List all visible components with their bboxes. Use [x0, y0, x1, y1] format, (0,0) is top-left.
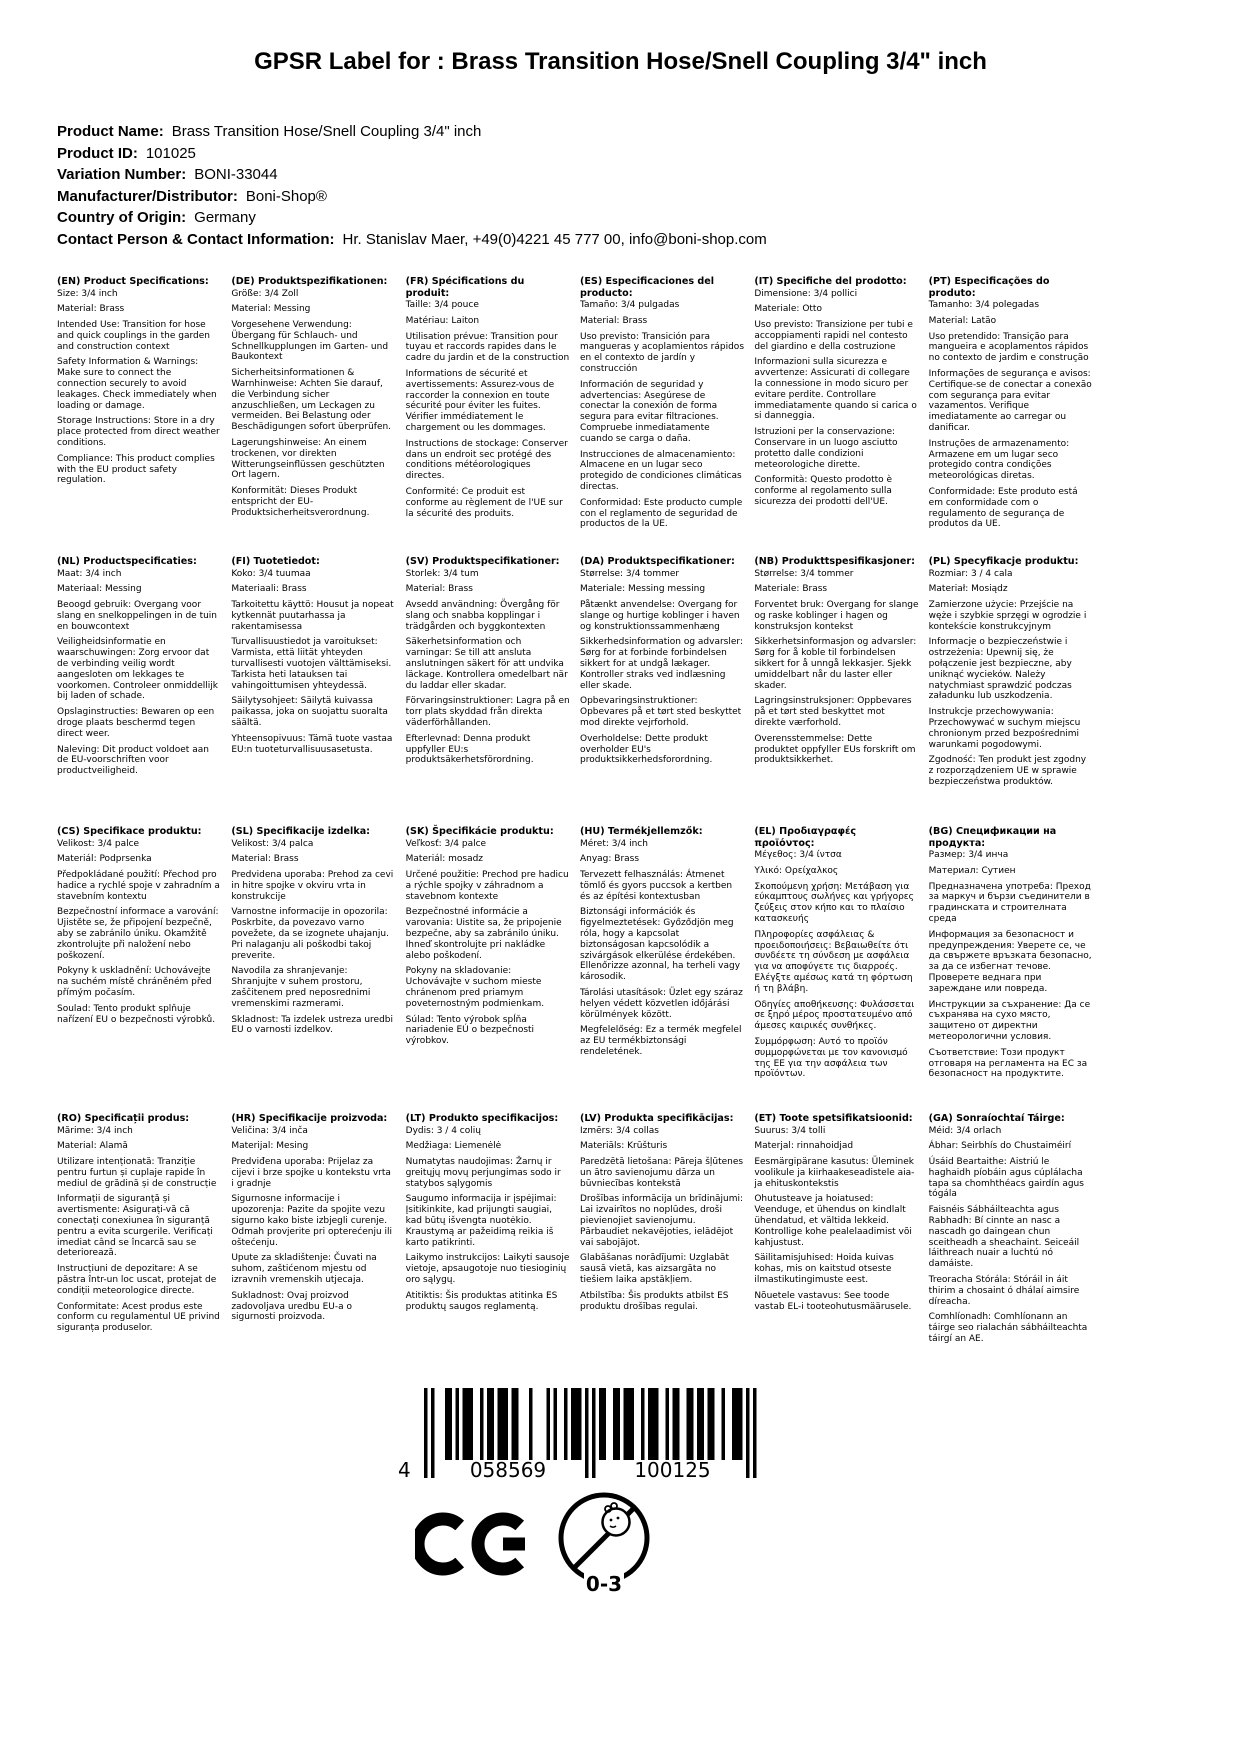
spec-block-el	[754, 826, 918, 1113]
spec-paragraph: Instruções de armazenamento: Armazene em um lugar seco protegido contra condições meteorológicas diretas.	[928, 438, 1070, 482]
spec-paragraph: Taille: 3/4 pouce	[405, 300, 479, 310]
spec-paragraph: Informations de sécurité et avertissements: Assurez-vous de raccorder la connexion en toute sécurité pour éviter les fuites. Vérifier immédiatement le chargement ou les dommages.	[405, 368, 555, 433]
spec-paragraph: Sigurnosne informacije i upozorenja: Pazite da spojite vezu sigurno kako biste izbjegli curenje. Odmah provjerite pri opterećenju ili oštećenju.	[231, 1194, 393, 1248]
info-value: Brass Transition Hose/Snell Coupling 3/4" inch	[171, 123, 482, 140]
spec-paragraph: Размер: 3/4 инча	[928, 850, 1009, 860]
spec-block-header: (CS) Specifikace produktu:	[57, 826, 202, 837]
spec-paragraph: Atitiktis: Šis produktas atitinka ES produktų saugos reglamentą.	[405, 1290, 558, 1312]
spec-paragraph: Materiál: Podprsenka	[57, 854, 152, 865]
spec-paragraph: Dydis: 3 / 4 colių	[405, 1125, 481, 1136]
spec-block-hr	[231, 1113, 395, 1350]
spec-block-header: (LV) Produkta specifikācijas:	[579, 1113, 734, 1124]
spec-paragraph: Material: Brass	[579, 315, 648, 326]
spec-block-hu	[580, 826, 744, 1113]
spec-paragraph: Navodila za shranjevanje: Shranjujte v suhem prostoru, zaščitenem pred neposrednimi vremenskimi razmerami.	[231, 966, 371, 1009]
spec-paragraph: Materiale: Otto	[754, 304, 822, 315]
spec-paragraph: Overensstemmelse: Dette produktet oppfyller EUs forskrift om produktsikkerhet.	[754, 733, 916, 766]
spec-block-it	[754, 276, 918, 556]
spec-block-header: (SL) Specifikacije izdelka:	[231, 826, 371, 837]
spec-paragraph: Größe: 3/4 Zoll	[231, 288, 299, 299]
ean-right-group: 100125	[634, 1458, 711, 1482]
spec-paragraph: Størrelse: 3/4 tommer	[579, 568, 680, 579]
spec-block-header: (SK) Špecifikácie produktu:	[405, 826, 554, 837]
info-label: Country of Origin:	[57, 209, 187, 226]
info-row	[57, 207, 767, 229]
spec-paragraph: Utilisation prévue: Transition pour tuyau et raccords rapides dans le cadre du jardin et de la construction	[405, 331, 570, 364]
spec-grid	[57, 276, 1093, 1350]
spec-paragraph: Uso pretendido: Transição para mangueira e acoplamentos rápidos no contexto de jardim e construção	[928, 331, 1089, 364]
spec-paragraph: Úsáid Beartaithe: Aistriú le haghaidh píobáin agus cúplálacha tapa sa chomhthéacs gairdín agus tógála	[928, 1157, 1084, 1200]
spec-block-header: (DE) Produktspezifikationen:	[231, 276, 388, 287]
spec-block-de	[231, 276, 395, 556]
spec-paragraph: Zgodność: Ten produkt jest zgodny z rozporządzeniem UE w sprawie bezpieczeństwa produktów.	[928, 755, 1087, 788]
spec-block-lt	[406, 1113, 570, 1350]
spec-paragraph: Materiaali: Brass	[231, 584, 307, 595]
spec-block-header: (FR) Spécifications du produit:	[405, 276, 525, 299]
spec-paragraph: Съответствие: Този продукт отговаря на регламента на ЕС за безопасност на продуктите.	[928, 1047, 1088, 1080]
spec-block-header: (ES) Especificaciones del producto:	[579, 276, 715, 299]
spec-paragraph: Megfelelőség: Ez a termék megfelel az EU termékbiztonsági rendeletének.	[579, 1025, 742, 1058]
spec-paragraph: Méret: 3/4 inch	[579, 838, 648, 849]
spec-block-header: (HU) Termékjellemzők:	[579, 826, 703, 837]
spec-paragraph: Instrukcje przechowywania: Przechowywać w suchym miejscu chronionym przed bezpośrednimi warunkami pogodowymi.	[928, 707, 1081, 750]
spec-paragraph: Lagringsinstruksjoner: Oppbevares på et tørt sted beskyttet mot direkte værforhold.	[754, 696, 912, 729]
spec-paragraph: Nõuetele vastavus: See toode vastab EL-i tooteohutusmäärusele.	[754, 1290, 912, 1312]
spec-paragraph: Méid: 3/4 orlach	[928, 1125, 1002, 1136]
spec-block-header: (FI) Tuotetiedot:	[231, 556, 320, 567]
spec-paragraph: Opslaginstructies: Bewaren op een droge plaats beschermd tegen direct weer.	[57, 707, 215, 739]
ean-left-group: 058569	[469, 1458, 547, 1482]
spec-block-bg	[929, 826, 1093, 1113]
spec-paragraph: Drošības informācija un brīdinājumi: Lai izvairītos no noplūdes, droši pievienojiet savienojumu. Pārbaudiet nekavējoties, ielādējot vai sabojājot.	[579, 1194, 744, 1248]
spec-block-header: (NL) Productspecificaties:	[57, 556, 197, 567]
info-row	[57, 121, 767, 143]
spec-block-lv	[580, 1113, 744, 1350]
spec-block-es	[580, 276, 744, 556]
spec-paragraph: Πληροφορίες ασφάλειας & προειδοποιήσεις: Βεβαιωθείτε ότι συνδέετε τη σύνδεση με ασφάλεια για να αποφύγετε τις διαρροές. Ελέγξτε αμέσως κατά τη φόρτωση ή τη βλάβη.	[754, 929, 913, 994]
spec-paragraph: Anyag: Brass	[579, 854, 640, 865]
spec-block-header: (HR) Specifikacije proizvoda:	[231, 1113, 388, 1124]
spec-paragraph: Mărime: 3/4 inch	[57, 1125, 133, 1136]
spec-block-cs	[57, 826, 221, 1113]
spec-paragraph: Conformità: Questo prodotto è conforme al regolamento sulla sicurezza dei prodotti dell'UE.	[754, 475, 893, 508]
spec-paragraph: Informazioni sulla sicurezza e avvertenze: Assicurati di collegare la connessione in modo sicuro per evitare perdite. Controllare immediatamente quando si carica o si danneggia.	[754, 357, 917, 422]
spec-paragraph: Materiał: Mosiądz	[928, 584, 1008, 595]
spec-paragraph: Conformitate: Acest produs este conform cu regulamentul UE privind siguranța produselor.	[57, 1301, 220, 1334]
spec-block-header: (RO) Specificații produs:	[57, 1113, 190, 1124]
spec-paragraph: Informacje o bezpieczeństwie i ostrzeżenia: Upewnij się, że połączenie jest bezpieczne, aby uniknąć wycieków. Należy natychmiast sprawdzić podczas załadunku lub uszkodzenia.	[928, 637, 1072, 702]
info-value: Hr. Stanislav Maer, +49(0)4221 45 777 00, info@boni-shop.com	[342, 230, 767, 248]
spec-paragraph: Faisnéis Sábháilteachta agus Rabhadh: Bí cinnte an nasc a nascadh go daingean chun sceitheadh a sheachaint. Seiceáil láithreach nuair a luchtú nó damáiste.	[928, 1205, 1080, 1270]
info-value: BONI-33044	[194, 166, 278, 183]
spec-block-ga	[929, 1113, 1093, 1350]
spec-paragraph: Rozmiar: 3 / 4 cala	[928, 568, 1013, 579]
spec-block-header: (IT) Specifiche del prodotto:	[754, 276, 907, 287]
spec-paragraph: Συμμόρφωση: Αυτό το προϊόν συμμορφώνεται με τον κανονισμό της ΕΕ για την ασφάλεια των προϊόντων.	[754, 1036, 908, 1080]
spec-block-pl	[929, 556, 1093, 826]
spec-paragraph: Materiál: mosadz	[405, 854, 484, 865]
spec-paragraph: Utilizare intenționată: Tranziție pentru furtun și cuplaje rapide în mediul de grădină și de construcție	[57, 1157, 217, 1189]
spec-paragraph: Tárolási utasítások: Üzlet egy száraz helyen védett közvetlen időjárási körülmények között.	[579, 988, 743, 1020]
spec-block-header: (PT) Especificações do produto:	[928, 276, 1050, 299]
spec-block-nb	[754, 556, 918, 826]
spec-block-header: (SV) Produktspecifikationer:	[405, 556, 560, 567]
spec-paragraph: Storage Instructions: Store in a dry place protected from direct weather conditions.	[57, 416, 220, 449]
spec-paragraph: Intended Use: Transition for hose and quick couplings in the garden and construction context	[57, 320, 210, 352]
spec-paragraph: Ohutusteave ja hoiatused: Veenduge, et ühendus on kindlalt ühendatud, et vältida lekkeid. Kontrollige kohe pealelaadimist või kahjustust.	[754, 1194, 912, 1248]
spec-paragraph: Skladnost: Ta izdelek ustreza uredbi EU o varnosti izdelkov.	[231, 1014, 394, 1036]
spec-paragraph: Paredzētā lietošana: Pāreja šļūtenes un ātro savienojumu dārza un būvniecības kontekstā	[579, 1157, 744, 1189]
spec-paragraph: Materiāls: Krūšturis	[579, 1141, 668, 1152]
spec-block-sl	[231, 826, 395, 1113]
spec-paragraph: Súlad: Tento výrobok spĺňa nariadenie EÚ o bezpečnosti výrobkov.	[405, 1014, 535, 1047]
spec-paragraph: Υλικό: Ορείχαλκος	[754, 865, 839, 876]
spec-block-header: (EN) Product Specifications:	[57, 276, 209, 287]
spec-paragraph: Istruzioni per la conservazione: Conservare in un luogo asciutto protetto dalle condizioni meteorologiche dirette.	[754, 427, 898, 470]
spec-paragraph: Informações de segurança e avisos: Certifique-se de conectar a conexão com segurança para evitar vazamentos. Verifique imediatamente ao carregar ou danificar.	[928, 368, 1092, 433]
spec-paragraph: Material: Brass	[231, 854, 299, 865]
spec-paragraph: Tarkoitettu käyttö: Housut ja nopeat kytkennät puutarhassa ja rakentamisessa	[231, 600, 394, 632]
page-title: GPSR Label for : Brass Transition Hose/Snell Coupling 3/4" inch	[254, 48, 987, 75]
spec-block-fr	[406, 276, 570, 556]
spec-paragraph: Material: Latão	[928, 315, 997, 326]
spec-paragraph: Předpokládané použití: Přechod pro hadice a rychlé spoje v zahradním a stavebním kontextu	[57, 870, 220, 902]
info-row	[57, 143, 767, 165]
spec-paragraph: Uso previsto: Transición para mangueras y acoplamientos rápidos en el contexto de jardín y construcción	[579, 331, 745, 374]
spec-paragraph: Atbilstība: Šis produkts atbilst ES produktu drošības regulai.	[579, 1290, 729, 1312]
info-row	[57, 186, 767, 208]
spec-paragraph: Suurus: 3/4 tolli	[754, 1125, 826, 1136]
spec-paragraph: Οδηγίες αποθήκευσης: Φυλάσσεται σε ξηρό μέρος προστατευμένο από άμεσες καιρικές συνθήκες.	[754, 999, 915, 1032]
spec-paragraph: Tervezett felhasználás: Átmenet tömlő és gyors puccsok a kertben és az építési kontextusban	[579, 870, 733, 902]
spec-block-header: (NB) Produkttspesifikasjoner:	[754, 556, 915, 567]
info-label: Contact Person & Contact Information:	[57, 230, 335, 248]
spec-paragraph: Numatytas naudojimas: Žarnų ir greitųjų movų perjungimas sodo ir statybos sąlygomis	[405, 1157, 561, 1189]
spec-paragraph: Vorgesehene Verwendung: Übergang für Schlauch- und Schnellkupplungen im Garten- und Baukontext	[231, 320, 389, 363]
spec-paragraph: Veiligheidsinformatie en waarschuwingen: Zorg ervoor dat de verbinding veilig wordt aangesloten om lekkages te voorkomen. Controleer onmiddellijk bij laden of schade.	[57, 637, 218, 702]
spec-paragraph: Pokyny na skladovanie: Uchovávajte v suchom mieste chránenom pred priamym poveternostným podmienkam.	[405, 966, 545, 1009]
spec-paragraph: Soulad: Tento produkt splňuje nařízení EU o bezpečnosti výrobků.	[57, 1003, 216, 1025]
spec-paragraph: Izmērs: 3/4 collas	[579, 1125, 659, 1136]
spec-paragraph: Säilytysohjeet: Säilytä kuivassa paikassa, joka on suojattu suoralta säältä.	[231, 696, 388, 729]
spec-paragraph: Biztonsági információk és figyelmeztetések: Győződjön meg róla, hogy a kapcsolat biztonságosan kapcsolódik a szivárgások elkerülése érdekében. Ellenőrizze azonnal, ha terheli vagy károsodik.	[579, 907, 741, 983]
spec-paragraph: Μέγεθος: 3/4 ίντσα	[754, 850, 842, 860]
ean-first-digit: 4	[398, 1458, 411, 1482]
age-warning-label: 0-3	[585, 1572, 623, 1596]
spec-paragraph: Beoogd gebruik: Overgang voor slang en snelkoppelingen in de tuin en bouwcontext	[57, 600, 218, 632]
spec-paragraph: Compliance: This product complies with the EU product safety regulation.	[57, 453, 215, 486]
info-value: Boni-Shop®	[245, 187, 327, 205]
info-label: Manufacturer/Distributor:	[57, 187, 238, 205]
spec-paragraph: Информация за безопасност и предупреждения: Уверете се, че да свържете връзката безопасно, за да се избегнат течове. Проверете веднага при зареждане или повреда.	[928, 929, 1092, 994]
spec-paragraph: Saugumo informacija ir įspėjimai: Įsitikinkite, kad prijungti saugiai, kad būtų išvengta nuotėkio. Kraustymą ar pažeidimą reikia iš karto patikrinti.	[405, 1194, 557, 1248]
spec-paragraph: Storlek: 3/4 tum	[405, 568, 479, 579]
spec-block-fi	[231, 556, 395, 826]
spec-paragraph: Konformität: Dieses Produkt entspricht der EU-Produktsicherheitsverordnung.	[231, 486, 370, 518]
spec-paragraph: Overholdelse: Dette produkt overholder EU's produktsikkerhedsforordning.	[579, 733, 713, 766]
spec-paragraph: Størrelse: 3/4 tommer	[754, 568, 854, 579]
info-label: Variation Number:	[57, 166, 187, 183]
spec-paragraph: Materiale: Messing messing	[579, 584, 706, 595]
spec-paragraph: Turvallisuustiedot ja varoitukset: Varmista, että liität yhteyden turvallisesti vuotojen välttämiseksi. Tarkista heti latauksen tai vahingoittumisen yhteydessä.	[231, 637, 392, 691]
spec-block-sv	[406, 556, 570, 826]
spec-paragraph: Dimensione: 3/4 pollici	[754, 288, 858, 299]
spec-paragraph: Lagerungshinweise: An einem trockenen, vor direkten Witterungseinflüssen geschützten Ort lagern.	[231, 438, 385, 481]
spec-paragraph: Medžiaga: Liemenėlė	[405, 1141, 502, 1152]
spec-paragraph: Förvaringsinstruktioner: Lagra på en torr plats skyddad från direkta väderförhållanden.	[405, 696, 570, 729]
spec-paragraph: Avsedd användning: Övergång för slang och snabba kopplingar i trädgården och byggkontexten	[405, 600, 560, 632]
spec-block-en	[57, 276, 221, 556]
spec-paragraph: Veľkosť: 3/4 palce	[405, 838, 487, 849]
spec-paragraph: Veličina: 3/4 inča	[231, 1125, 308, 1136]
ean-barcode	[390, 1388, 765, 1486]
spec-paragraph: Predviđena uporaba: Prijelaz za cijevi i brze spojke u kontekstu vrta i gradnje	[231, 1157, 391, 1189]
age-warning-0-3-icon	[556, 1490, 652, 1600]
product-info	[57, 121, 767, 250]
spec-paragraph: Eesmärgipärane kasutus: Üleminek voolikule ja kiirhaakeseadistele aia- ja ehituskontekstis	[754, 1157, 915, 1189]
spec-paragraph: Určené použitie: Prechod pre hadicu a rýchle spojky v záhradnom a stavebnom kontexte	[405, 870, 569, 902]
spec-paragraph: Velikost: 3/4 palce	[57, 838, 140, 849]
spec-paragraph: Información de seguridad y advertencias: Asegúrese de conectar la conexión de forma segura para evitar filtraciones. Compruebe inmediatamente cuando se carga o daña.	[579, 379, 719, 444]
spec-paragraph: Comhlíonadh: Comhlíonann an táirge seo rialachán sábháilteachta táirgí an AE.	[928, 1312, 1088, 1345]
spec-block-ro	[57, 1113, 221, 1350]
info-value: Germany	[194, 209, 256, 226]
spec-paragraph: Предназначена употреба: Преход за маркуч и бързи съединители в градинската и строителната среда	[928, 881, 1091, 924]
spec-block-header: (EL) Προδιαγραφές προϊόντος:	[754, 826, 857, 849]
spec-paragraph: Material: Messing	[231, 304, 311, 315]
spec-paragraph: Varnostne informacije in opozorila: Poskrbite, da povezavo varno povežete, da se izognete uhajanju. Pri nalaganju ali poškodbi takoj preverite.	[231, 907, 389, 961]
info-row	[57, 164, 767, 186]
spec-paragraph: Tamanho: 3/4 polegadas	[928, 300, 1040, 310]
spec-paragraph: Säkerhetsinformation och varningar: Se till att ansluta anslutningen säkert för att undvika läckage. Kontrollera omedelbart när du laddar eller skadar.	[405, 637, 568, 691]
spec-paragraph: Efterlevnad: Denna produkt uppfyller EU:s produktsäkerhetsförordning.	[405, 733, 534, 766]
spec-paragraph: Uso previsto: Transizione per tubi e accoppiamenti rapidi nel contesto del giardino e della costruzione	[754, 320, 913, 352]
spec-paragraph: Sikkerhetsinformasjon og advarsler: Sørg for å koble til forbindelsen sikkert for å unngå lekkasjer. Sjekk umiddelbart når du laster eller skader.	[754, 637, 917, 691]
spec-paragraph: Opbevaringsinstruktioner: Opbevares på et tørt sted beskyttet mod direkte vejrforhold.	[579, 696, 742, 729]
spec-paragraph: Sikkerhedsinformation og advarsler: Sørg for at forbinde forbindelsen sikkert for at undgå lækager. Kontroller straks ved indlæsning eller skade.	[579, 637, 743, 691]
spec-block-header: (DA) Produktspecifikationer:	[579, 556, 735, 567]
spec-paragraph: Tamaño: 3/4 pulgadas	[579, 300, 680, 310]
spec-paragraph: Size: 3/4 inch	[57, 288, 118, 299]
spec-paragraph: Naleving: Dit product voldoet aan de EU-voorschriften voor productveiligheid.	[57, 744, 209, 777]
spec-paragraph: Informații de siguranță și avertismente: Asigurați-vă că conectați conexiunea în siguranță pentru a evita scurgerile. Verificați imediat când se încarcă sau se deteriorează.	[57, 1194, 213, 1259]
info-row	[57, 229, 767, 251]
spec-paragraph: Velikost: 3/4 palca	[231, 838, 314, 849]
spec-block-header: (GA) Sonraíochtaí Táirge:	[928, 1113, 1065, 1124]
info-label: Product ID:	[57, 144, 138, 162]
spec-block-header: (PL) Specyfikacje produktu:	[928, 556, 1079, 567]
spec-block-et	[754, 1113, 918, 1350]
spec-paragraph: Sicherheitsinformationen & Warnhinweise: Achten Sie darauf, die Verbindung sicher anzuschließen, um Leckagen zu vermeiden. Bei Belastung oder Beschädigungen sofort überprüfen.	[231, 368, 392, 433]
spec-paragraph: Forventet bruk: Overgang for slange og raske koblinger i hagen og konstruksjon kontekst	[754, 600, 919, 632]
spec-block-nl	[57, 556, 221, 826]
spec-block-sk	[406, 826, 570, 1113]
spec-paragraph: Material: Brass	[57, 304, 125, 315]
spec-paragraph: Инструкции за съхранение: Да се съхранява на сухо място, защитено от директни метеорологични условия.	[928, 999, 1091, 1042]
spec-paragraph: Koko: 3/4 tuumaa	[231, 568, 311, 579]
spec-paragraph: Materiaal: Messing	[57, 584, 142, 595]
spec-paragraph: Treoracha Stórála: Stóráil in áit thirim a chosaint ó dhálaí aimsire díreacha.	[928, 1275, 1080, 1307]
spec-paragraph: Predvidena uporaba: Prehod za cevi in hitre spojke v okviru vrta in konstrukcije	[231, 870, 394, 902]
spec-paragraph: Ábhar: Seirbhís do Chustaiméirí	[928, 1141, 1072, 1152]
spec-paragraph: Conformidade: Este produto está em conformidade com o regulamento de segurança de produtos da UE.	[928, 486, 1078, 530]
spec-block-header: (ET) Toote spetsifikatsioonid:	[754, 1113, 913, 1124]
spec-paragraph: Påtænkt anvendelse: Overgang for slange og hurtige koblinger i haven og konstruktionssammenhæng	[579, 600, 740, 632]
spec-paragraph: Материал: Сутиен	[928, 865, 1016, 876]
spec-paragraph: Conformité: Ce produit est conforme au règlement de l'UE sur la sécurité des produits.	[405, 486, 563, 519]
spec-block-pt	[929, 276, 1093, 556]
spec-paragraph: Instrucciones de almacenamiento: Almacene en un lugar seco protegido de condiciones climáticas directas.	[579, 449, 742, 492]
spec-paragraph: Materiale: Brass	[754, 584, 828, 595]
spec-block-header: (LT) Produkto specifikacijos:	[405, 1113, 559, 1124]
spec-paragraph: Material: Alamă	[57, 1141, 128, 1152]
spec-block-da	[580, 556, 744, 826]
spec-paragraph: Material: Brass	[405, 584, 473, 595]
spec-paragraph: Instructions de stockage: Conserver dans un endroit sec protégé des conditions météorologiques directes.	[405, 438, 568, 482]
spec-paragraph: Instrucțiuni de depozitare: A se păstra într-un loc uscat, protejat de condiții meteorologice directe.	[57, 1264, 217, 1296]
spec-paragraph: Laikymo instrukcijos: Laikyti sausoje vietoje, apsaugotoje nuo tiesioginių oro sąlygų.	[405, 1253, 570, 1286]
spec-paragraph: Zamierzone użycie: Przejście na węże i szybkie sprzęgi w ogrodzie i kontekście konstrukcyjnym	[928, 600, 1087, 632]
spec-paragraph: Glabāšanas norādījumi: Uzglabāt sausā vietā, kas aizsargāta no tiešiem laika apstākļiem.	[579, 1253, 729, 1286]
spec-paragraph: Conformidad: Este producto cumple con el reglamento de seguridad de productos de la UE.	[579, 497, 743, 530]
spec-paragraph: Säilitamisjuhised: Hoida kuivas kohas, mis on kaitstud otseste ilmastikutingimuste eest.	[754, 1253, 894, 1286]
spec-block-header: (BG) Спецификации на продукта:	[928, 826, 1057, 849]
spec-paragraph: Yhteensopivuus: Tämä tuote vastaa EU:n tuoteturvallisuusasetusta.	[231, 733, 393, 755]
spec-paragraph: Materijal: Mesing	[231, 1141, 309, 1152]
spec-paragraph: Bezpečnostné informácie a varovania: Uistite sa, že pripojenie bezpečne, aby sa zabránilo úniku. Ihneď skontrolujte pri nakládke alebo poškodení.	[405, 907, 562, 961]
ce-mark-icon	[415, 1512, 535, 1576]
spec-paragraph: Σκοπούμενη χρήση: Μετάβαση για εύκαμπτους σωλήνες και γρήγορες ζεύξεις στον κήπο και το πλαίσιο κατασκευής	[754, 881, 914, 924]
spec-paragraph: Safety Information & Warnings: Make sure to connect the connection securely to avoid leakages. Check immediately when loading or damage.	[57, 357, 217, 411]
spec-paragraph: Bezpečnostní informace a varování: Ujistěte se, že připojení bezpečně, aby se zabránilo úniku. Okamžitě zkontrolujte při naložení nebo poškození.	[57, 907, 219, 961]
spec-paragraph: Pokyny k uskladnění: Uchovávejte na suchém místě chráněném před přímým počasím.	[57, 966, 212, 999]
info-label: Product Name:	[57, 123, 164, 140]
spec-paragraph: Materjal: rinnahoidjad	[754, 1141, 854, 1152]
spec-paragraph: Upute za skladištenje: Čuvati na suhom, zaštićenom mjestu od izravnih vremenskih utjecaja.	[231, 1253, 377, 1286]
spec-paragraph: Maat: 3/4 inch	[57, 568, 122, 579]
spec-paragraph: Matériau: Laiton	[405, 315, 480, 326]
info-value: 101025	[145, 144, 196, 162]
spec-paragraph: Sukladnost: Ovaj proizvod zadovoljava uredbu EU-a o sigurnosti proizvoda.	[231, 1290, 352, 1323]
